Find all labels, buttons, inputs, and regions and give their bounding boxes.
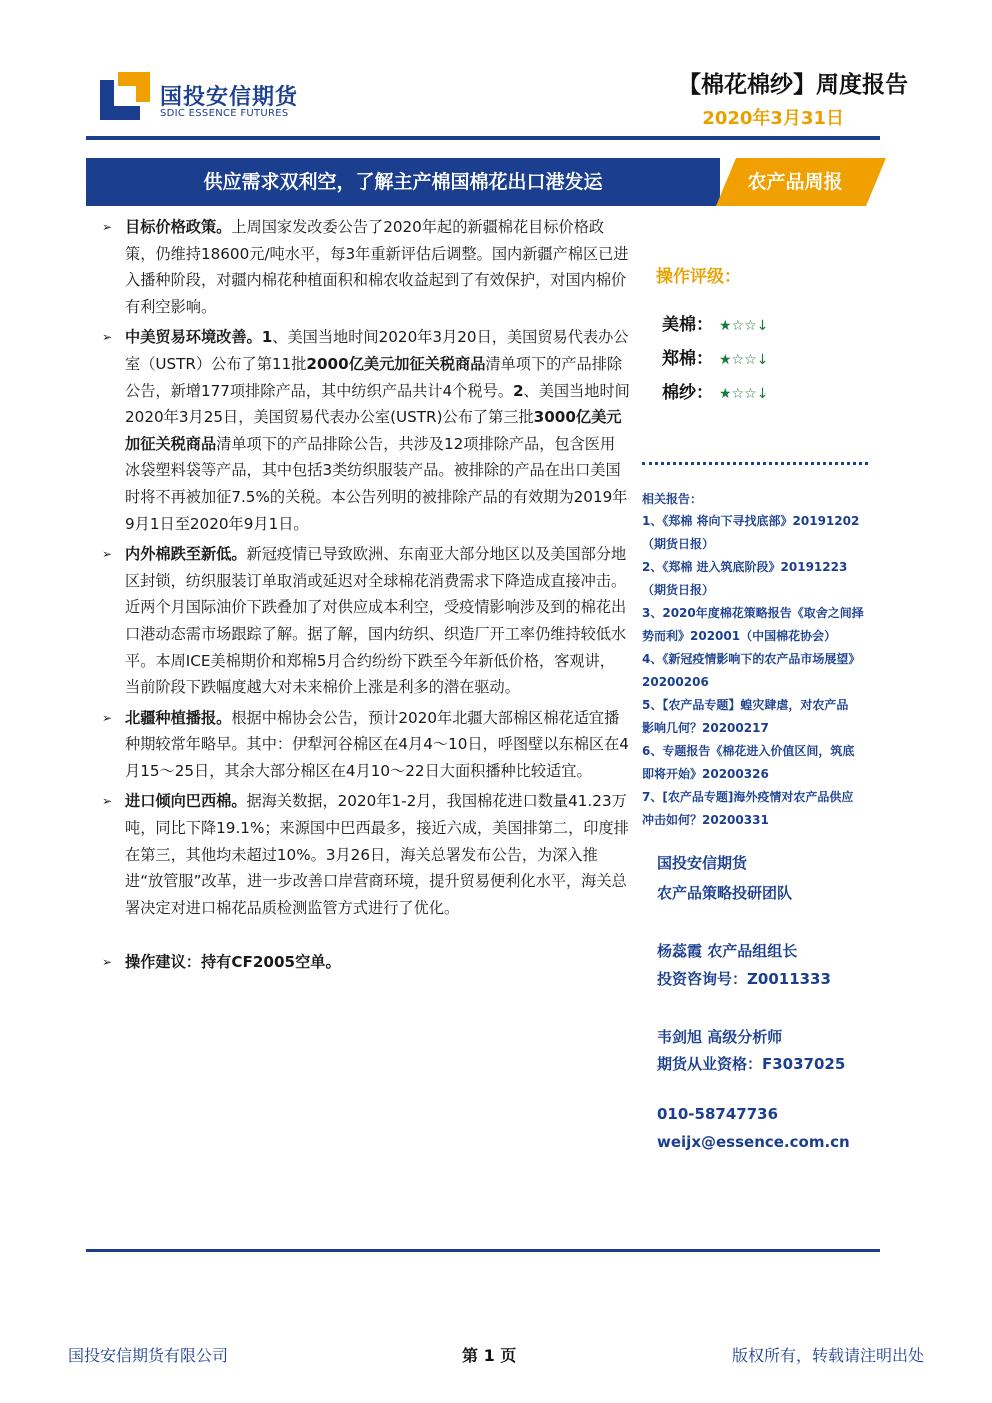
footer-copyright: 版权所有，转载请注明出处 <box>731 1346 924 1365</box>
banner-title: 供应需求双利空，了解主产棉国棉花出口港发运 <box>203 171 603 193</box>
arrow-bullet-icon: ➢ <box>102 547 113 562</box>
rating-row-zhengzhou-cotton <box>662 344 768 369</box>
related-report-line: （期货日报） <box>642 537 715 551</box>
rating-row-us-cotton <box>662 310 768 335</box>
bold-text: 2 <box>512 381 524 400</box>
related-reports-list <box>642 510 888 832</box>
rating-title: 操作评级： <box>656 267 741 287</box>
related-report-line: 7、[农产品专题]海外疫情对农产品供应 <box>642 790 854 804</box>
arrow-bullet-icon: ➢ <box>102 794 113 809</box>
body-text: 、美国当地时间2020年3月25日，美国贸易代表办公室(USTR)公布了第三批 <box>125 381 630 427</box>
contact-phone[interactable]: 010-58747736 <box>657 1105 779 1123</box>
banner-category-tag: 农产品周报 <box>747 171 843 193</box>
body-text: 上周国家发改委公告了2020年起的新疆棉花目标价格政策，仍维持18600元/吨水平，每3年重新评估后调整。国内新疆产棉区已进入播种阶段，对疆内棉花种植面积和棉农收益起到了有效保护，对国内棉价有利空影响。 <box>125 218 629 316</box>
body-text: 据海关数据，2020年1-2月，我国棉花进口数量41.23万吨，同比下降19.1%；来源国中巴西最多，接近六成，美国排第二，印度排在第三，其他均未超过10%。3月26日，海关总署发布公告，为深入推进“放管服”改革，进一步改善口岸营商环境，提升贸易便利化水平，海关总署决定对进口棉花品质检测监管方式进行了优化。 <box>125 792 629 917</box>
rating-stars: ★☆☆↓ <box>719 386 769 402</box>
contact-email[interactable]: weijx@essence.com.cn <box>657 1133 850 1151</box>
analyst1-license: 投资咨询号：Z0011333 <box>657 970 831 988</box>
related-report-line: 4、《新冠疫情影响下的农产品市场展望》 <box>642 652 861 666</box>
analyst2-license: 期货从业资格：F3037025 <box>657 1055 846 1073</box>
body-text: 、美国当地时间2020年3月20日，美国贸易代表办公室（USTR）公布了第11批 <box>125 328 629 373</box>
logo-name-en: SDIC ESSENCE FUTURES <box>160 108 289 119</box>
related-report-line: 2、《郑棉 进入筑底阶段》20191223 <box>642 560 848 574</box>
bold-text: 进口倾向巴西棉。 <box>125 792 247 811</box>
bullet-paragraph <box>102 705 630 785</box>
logo-name-cn: 国投安信期货 <box>160 85 299 110</box>
related-report-line: 势而利》202001（中国棉花协会） <box>642 629 837 643</box>
rating-stars: ★☆☆↓ <box>719 352 769 368</box>
bullet-paragraph <box>102 214 630 320</box>
related-reports-title: 相关报告： <box>642 492 703 506</box>
related-report-line: 1、《郑棉 将向下寻找底部》20191202 <box>642 514 860 528</box>
bold-text: 目标价格政策。 <box>125 218 232 236</box>
body-text: 清单项下的产品排除公告，共涉及12项排除产品，包含医用冰袋塑料袋等产品，其中包括3类纺织服装产品。被排除的产品在出口美国时将不再被加征7.5%的关税。本公告列明的被排除产品的有效期为2019年9月1日至2020年9月1日。 <box>125 434 628 533</box>
header-divider <box>86 136 880 140</box>
related-report-line: 3、2020年度棉花策略报告《取舍之间择 <box>642 606 864 620</box>
related-report-line: 5、【农产品专题】蝗灾肆虐，对农产品 <box>642 698 849 712</box>
report-type-title: 【棉花棉纱】周度报告 <box>678 72 908 98</box>
related-report-line: 6、专题报告《棉花进入价值区间，筑底 <box>642 744 855 758</box>
rating-label: 郑棉： <box>662 349 713 369</box>
bullet-paragraph <box>102 788 630 921</box>
bold-text: 北疆种植播报。 <box>125 708 232 727</box>
arrow-bullet-icon: ➢ <box>102 710 113 725</box>
body-text: 根据中棉协会公告，预计2020年北疆大部棉区棉花适宜播种期较常年略早。其中：伊犁河谷棉区在4月4～10日，呼图壁以东棉区在4月15～25日，其余大部分棉区在4月10～22日大面积播种比较适宜。 <box>125 708 629 780</box>
arrow-bullet-icon: ➢ <box>102 330 113 345</box>
arrow-bullet-icon: ➢ <box>102 955 113 970</box>
analyst1-name: 杨蕊霞 农产品组组长 <box>657 942 798 960</box>
bullet-paragraph <box>102 541 630 701</box>
bold-text: 操作建议：持有CF2005空单。 <box>125 953 341 972</box>
related-report-line: 20200206 <box>642 675 709 689</box>
bold-text: 2000亿美元加征关税商品 <box>306 354 486 373</box>
body-text: 新冠疫情已导致欧洲、东南亚大部分地区以及美国部分地区封锁，纺织服装订单取消或延迟对全球棉花消费需求下降造成直接冲击。近两个月国际油价下跌叠加了对供应成本利空，受疫情影响涉及到的棉花出口港动态需市场跟踪了解。据了解，国内纺织、织造厂开工率仍维持较低水平。本周ICE美棉期价和郑棉5月合约纷纷下跌至今年新低价格，客观讲，当前阶段下跌幅度越大对未来棉价上涨是利多的潜在驱动。 <box>125 545 627 697</box>
arrow-bullet-icon: ➢ <box>102 220 113 234</box>
rating-stars: ★☆☆↓ <box>719 318 769 334</box>
body-text: 清单项下的产品排除公告，新增177项排除产品，其中纺织产品共计4个税号。 <box>125 354 623 400</box>
bullet-paragraph <box>102 324 630 537</box>
bold-text: 内外棉跌至新低。 <box>125 545 247 564</box>
bold-text: 中美贸易环境改善。1 <box>125 328 273 347</box>
page-number: 第 1 页 <box>462 1346 517 1365</box>
report-date: 2020年3月31日 <box>702 108 844 129</box>
team-department: 农产品策略投研团队 <box>657 884 793 902</box>
related-report-line: （期货日报） <box>642 583 715 597</box>
rating-row-cotton-yarn <box>662 378 768 403</box>
footer-divider <box>86 1249 880 1252</box>
analyst2-name: 韦剑旭 高级分析师 <box>657 1028 783 1046</box>
rating-label: 棉纱： <box>662 383 713 403</box>
main-content <box>102 214 630 980</box>
footer-company: 国投安信期货有限公司 <box>68 1346 229 1365</box>
bold-text: 3000亿美元加征关税商品 <box>125 408 622 453</box>
related-report-line: 即将开始》20200326 <box>642 767 769 781</box>
sidebar-dotted-divider <box>642 462 868 465</box>
rating-label: 美棉： <box>662 315 713 335</box>
company-logo-icon <box>100 72 150 120</box>
related-report-line: 影响几何？20200217 <box>642 721 769 735</box>
related-report-line: 冲击如何？20200331 <box>642 813 769 827</box>
team-company: 国投安信期货 <box>657 854 748 872</box>
bullet-paragraph <box>102 949 630 976</box>
